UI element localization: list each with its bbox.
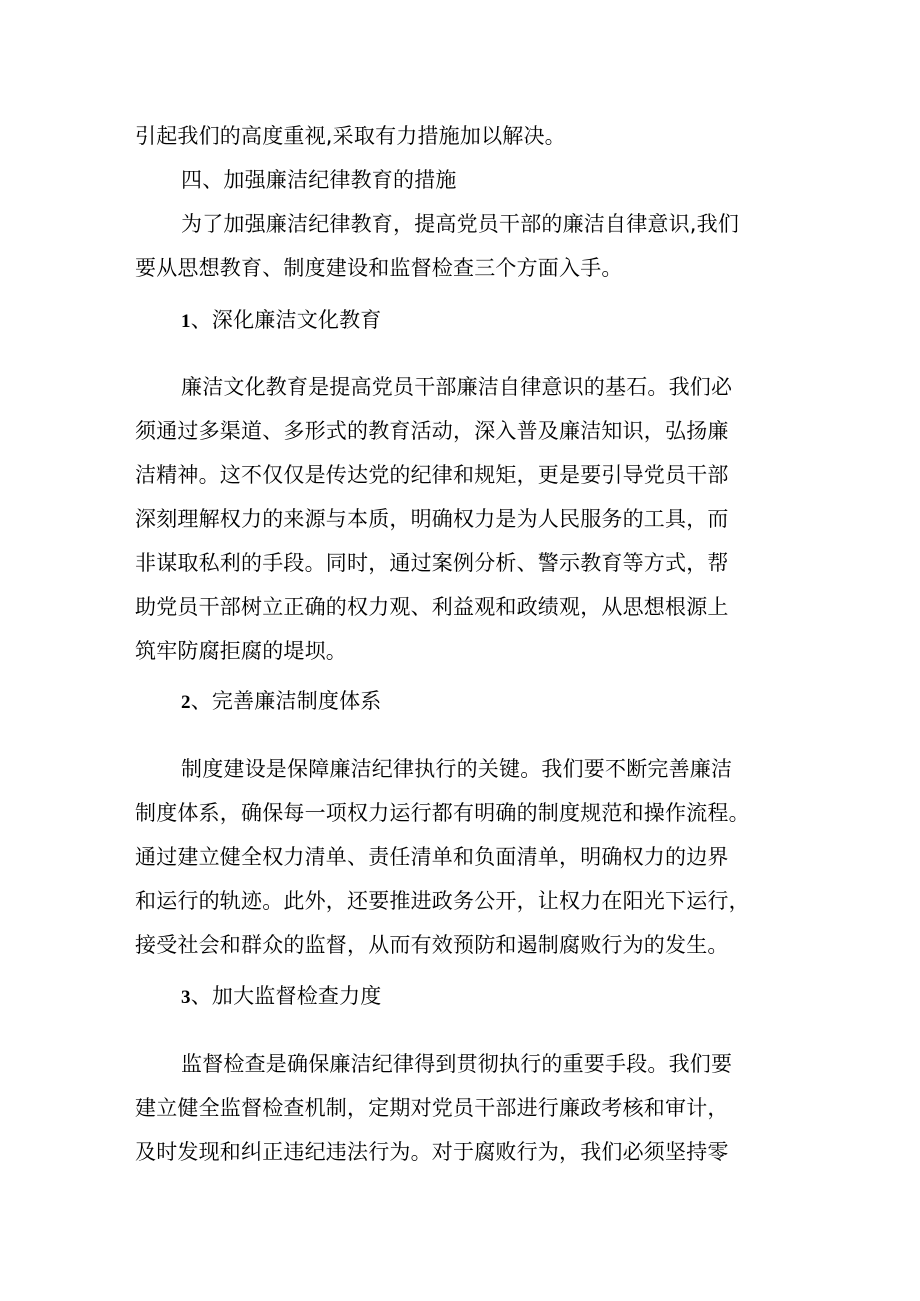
- paragraph-line: 非谋取私利的手段。同时，通过案例分析、警示教育等方式，帮: [135, 551, 729, 575]
- paragraph-line: 为了加强廉洁纪律教育，提高党员干部的廉洁自律意识,我们: [181, 212, 740, 236]
- paragraph-line: 制度建设是保障廉洁纪律执行的关键。我们要不断完善廉洁: [181, 757, 733, 781]
- heading-number: 3: [181, 987, 191, 1008]
- heading-separator: 、: [190, 689, 212, 713]
- section-heading: 四、加强廉洁纪律教育的措施: [181, 168, 457, 192]
- paragraph-line: 和运行的轨迹。此外，还要推进政务公开，让权力在阳光下运行，: [135, 889, 750, 913]
- paragraph-line: 洁精神。这不仅仅是传达党的纪律和规矩，更是要引导党员干部: [135, 463, 729, 487]
- paragraph-line: 要从思想教育、制度建设和监督检查三个方面入手。: [135, 256, 623, 280]
- paragraph-line: 接受社会和群众的监督，从而有效预防和遏制腐败行为的发生。: [135, 933, 729, 957]
- heading-text: 深化廉洁文化教育: [211, 308, 382, 332]
- heading-separator: 、: [190, 308, 212, 332]
- heading-number: 2: [181, 692, 191, 713]
- paragraph-line: 及时发现和纠正违纪违法行为。对于腐败行为，我们必须坚持零: [135, 1140, 729, 1164]
- paragraph-line: 须通过多渠道、多形式的教育活动，深入普及廉洁知识，弘扬廉: [135, 419, 729, 443]
- heading-text: 加大监督检查力度: [211, 984, 382, 1008]
- paragraph-line: 建立健全监督检查机制，定期对党员干部进行廉政考核和审计，: [135, 1096, 729, 1120]
- paragraph-line: 筑牢防腐拒腐的堤坝。: [135, 639, 347, 663]
- heading-text: 完善廉洁制度体系: [211, 689, 382, 713]
- heading-number: 1: [181, 311, 191, 332]
- paragraph-line: 助党员干部树立正确的权力观、利益观和政绩观，从思想根源上: [135, 595, 729, 619]
- subsection-heading-1: [181, 307, 382, 335]
- paragraph-line: 深刻理解权力的来源与本质，明确权力是为人民服务的工具，而: [135, 507, 729, 531]
- subsection-heading-3: [181, 983, 382, 1011]
- heading-separator: 、: [190, 984, 212, 1008]
- paragraph-line: 引起我们的高度重视,采取有力措施加以解决。: [135, 124, 566, 148]
- subsection-heading-2: [181, 688, 382, 716]
- paragraph-line: 通过建立健全权力清单、责任清单和负面清单，明确权力的边界: [135, 845, 729, 869]
- paragraph-line: 监督检查是确保廉洁纪律得到贯彻执行的重要手段。我们要: [181, 1052, 733, 1076]
- paragraph-line: 制度体系，确保每一项权力运行都有明确的制度规范和操作流程。: [135, 801, 750, 825]
- paragraph-line: 廉洁文化教育是提高党员干部廉洁自律意识的基石。我们必: [181, 375, 733, 399]
